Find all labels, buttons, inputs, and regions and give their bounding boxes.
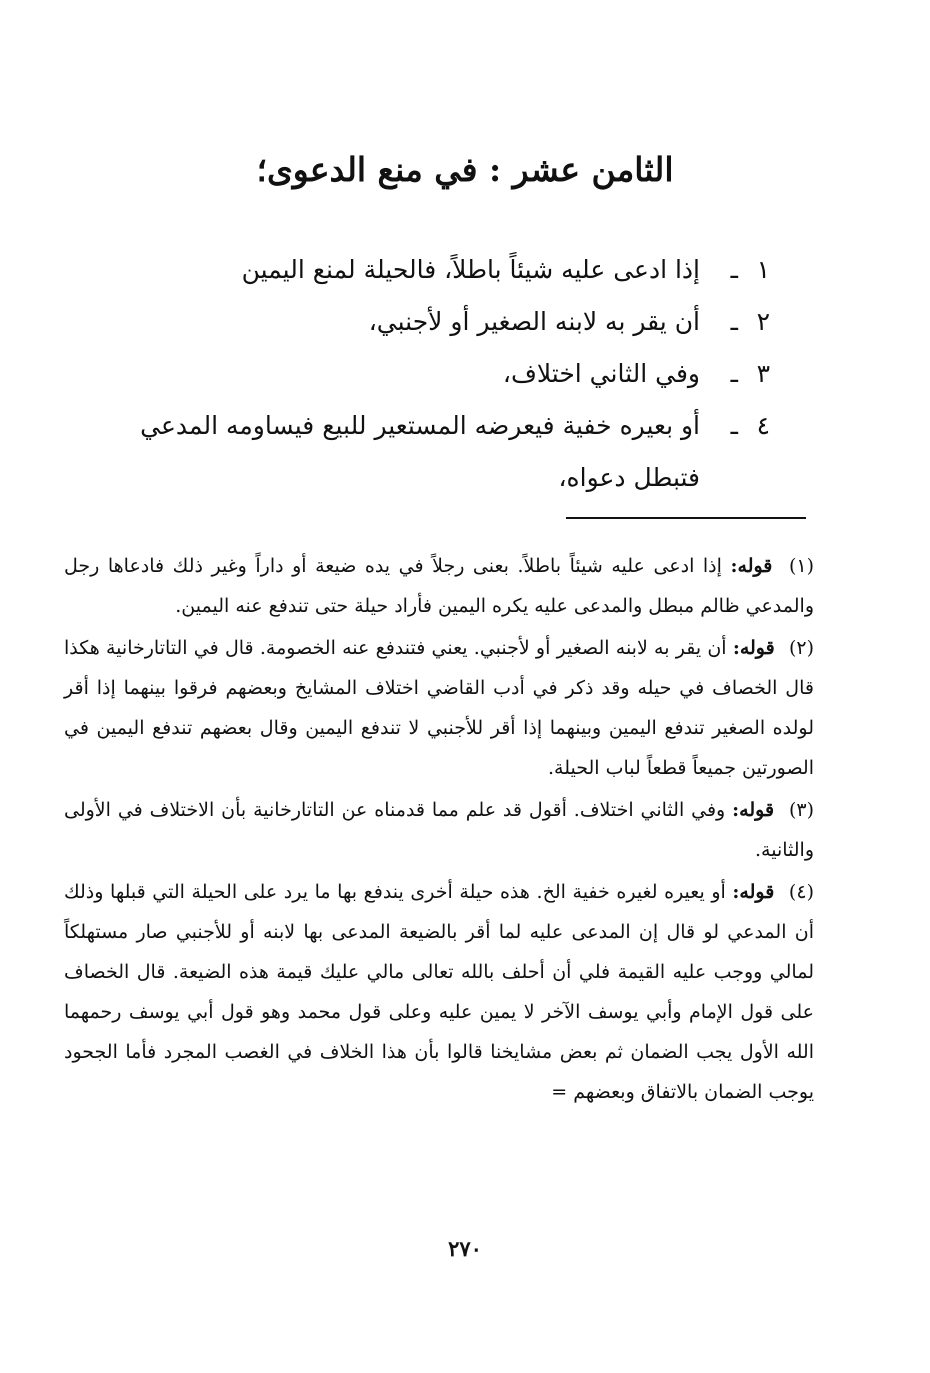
- item-text: أو بعيره خفية فيعرضه المستعير للبيع فيساومه المدعي فتبطل دعواه،: [140, 411, 700, 492]
- item-dash: ـ: [730, 255, 738, 284]
- footnote-label: قوله:: [730, 555, 773, 577]
- page-number: ٢٧٠: [448, 1236, 482, 1261]
- footnote: [64, 628, 814, 788]
- footnote-separator: [566, 517, 806, 519]
- footnote-number: (٤): [788, 881, 814, 903]
- footnote: [64, 872, 814, 1112]
- footnote-text: أن يقر به لابنه الصغير أو لأجنبي. يعني فتندفع عنه الخصومة. قال في التاتارخانية هكذا قال الخصاف في حيله وقد ذكر في أدب القاضي اختلاف المشايخ وبعضهم فرقوا بينهما إذا أقر لولده الصغير تندفع اليمين وبينهما إذا أقر للأجنبي لا تندفع اليمين وقال بعضهم تندفع اليمين في الصورتين جميعاً قطعاً لباب الحيلة.: [64, 637, 814, 779]
- main-text: [70, 244, 770, 504]
- item-text: وفي الثاني اختلاف،: [502, 359, 700, 388]
- footnote: [64, 790, 814, 870]
- item-dash: ـ: [730, 307, 738, 336]
- footnote-label: قوله:: [732, 881, 775, 903]
- footnote-number: (٣): [788, 799, 814, 821]
- item-number: ٣: [756, 359, 770, 388]
- section-title: الثامن عشر : في منع الدعوى؛: [256, 150, 674, 189]
- item-dash: ـ: [730, 359, 738, 388]
- footnote-label: قوله:: [732, 799, 775, 821]
- footnotes: [64, 546, 814, 1114]
- item-number: ٤: [756, 411, 770, 440]
- main-text-item: [70, 348, 770, 400]
- main-text-item: [70, 400, 770, 504]
- item-text: إذا ادعى عليه شيئاً باطلاً، فالحيلة لمنع اليمين: [241, 255, 700, 284]
- item-dash: ـ: [730, 411, 738, 440]
- item-number: ٢: [756, 307, 770, 336]
- footnote-label: قوله:: [732, 637, 775, 659]
- item-number: ١: [756, 255, 770, 284]
- footnote-text: أو يعيره لغيره خفية الخ. هذه حيلة أخرى يندفع بها ما يرد على الحيلة التي قبلها وذلك أن المدعي لو قال إن المدعى عليه لما أقر بالضيعة المدعى بها لابنه أو للأجنبي صار مستهلكاً لمالي ووجب عليه القيمة فلي أن أحلف بالله تعالى مالي عليك قيمة هذه الضيعة. قال الخصاف على قول الإمام وأبي يوسف الآخر لا يمين عليه وعلى قول محمد وهو قول أبي يوسف رحمهما الله الأول يجب الضمان ثم بعض مشايخنا قالوا بأن هذا الخلاف في الغصب المجرد فأما الجحود يوجب الضمان بالاتفاق وبعضهم =: [64, 881, 814, 1103]
- footnote-text: إذا ادعى عليه شيئاً باطلاً. بعنى رجلاً في يده ضيعة أو داراً وغير ذلك فادعاها رجل والمدعي ظالم مبطل والمدعى عليه يكره اليمين فأراد حيلة حتى تندفع عنه اليمين.: [64, 555, 814, 617]
- item-text: أن يقر به لابنه الصغير أو لأجنبي،: [368, 307, 700, 336]
- footnote-number: (٢): [788, 637, 814, 659]
- main-text-item: [70, 244, 770, 296]
- footnote: [64, 546, 814, 626]
- footnote-number: (١): [788, 555, 815, 577]
- main-text-item: [70, 296, 770, 348]
- footnote-text: وفي الثاني اختلاف. أقول قد علم مما قدمناه عن التاتارخانية بأن الاختلاف في الأولى والثانية.: [64, 799, 814, 861]
